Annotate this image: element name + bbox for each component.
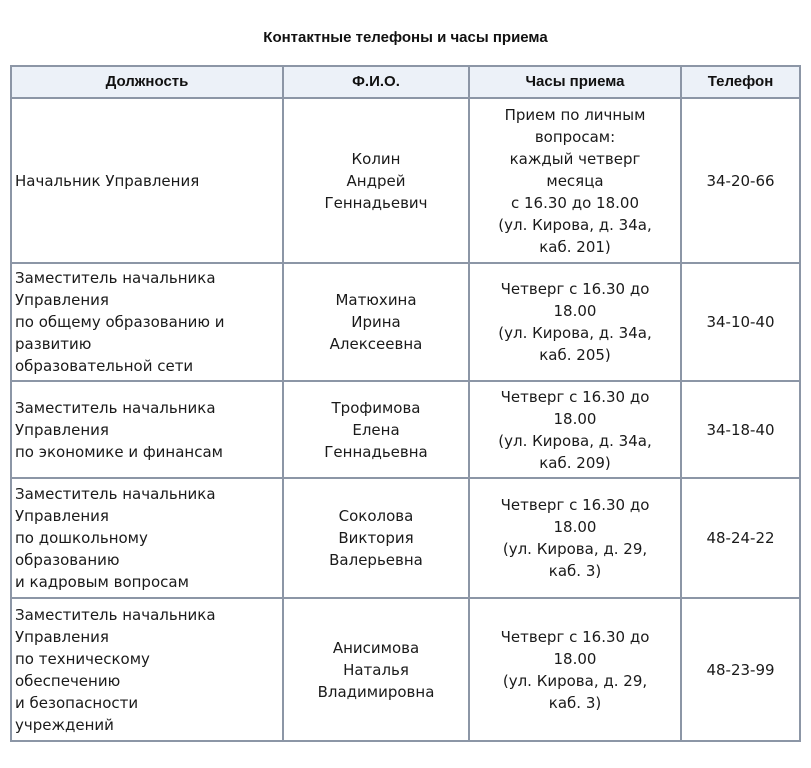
table-header-row	[11, 66, 800, 98]
table-row	[11, 381, 800, 478]
fio-line: Матюхина	[335, 291, 417, 309]
position-line: Управления	[15, 627, 109, 646]
position-cell	[11, 381, 283, 478]
hours-line: месяца	[546, 171, 604, 190]
table-row	[11, 478, 800, 598]
position-line: и безопасности	[15, 693, 139, 712]
hours-cell	[469, 263, 681, 381]
hours-line: (ул. Кирова, д. 34а,	[498, 324, 652, 342]
fio-line: Колин	[351, 149, 401, 168]
fio-line: Ирина	[351, 313, 401, 331]
hours-line: Четверг с 16.30 до	[500, 496, 650, 514]
hours-cell	[469, 381, 681, 478]
hours-line: с 16.30 до 18.00	[511, 193, 639, 212]
fio-cell	[283, 598, 469, 741]
position-line: образованию	[15, 551, 120, 569]
position-line: и кадровым вопросам	[15, 573, 189, 591]
hours-line: (ул. Кирова, д. 34а,	[498, 215, 652, 234]
fio-line: Владимировна	[317, 682, 435, 701]
header-phone: Телефон	[681, 66, 800, 98]
position-line: по техническому	[15, 649, 150, 668]
hours-line: (ул. Кирова, д. 34а,	[498, 431, 652, 450]
hours-line: Четверг с 16.30 до	[500, 387, 650, 406]
fio-cell	[283, 263, 469, 381]
hours-line: каб. 3)	[548, 562, 602, 580]
position-line: Заместитель начальника	[15, 398, 216, 417]
fio-line: Валерьевна	[329, 551, 423, 569]
table-row	[11, 263, 800, 381]
hours-line: (ул. Кирова, д. 29,	[502, 540, 648, 558]
position-line: обеспечению	[15, 671, 121, 690]
position-line: по экономике и финансам	[15, 442, 223, 461]
phone-cell: 48-23-99	[681, 598, 800, 741]
hours-line: вопросам:	[534, 127, 616, 146]
fio-line: Андрей	[346, 171, 406, 190]
fio-line: Анисимова	[332, 638, 420, 657]
hours-line: 18.00	[553, 302, 597, 320]
hours-line: 18.00	[553, 649, 597, 668]
position-cell	[11, 98, 283, 263]
header-hours: Часы приема	[469, 66, 681, 98]
hours-line: каб. 209)	[539, 453, 611, 472]
fio-line: Алексеевна	[329, 335, 423, 353]
table-row	[11, 98, 800, 263]
hours-line: каждый четверг	[509, 149, 641, 168]
hours-line: 18.00	[553, 409, 597, 428]
position-cell	[11, 263, 283, 381]
position-line: Управления	[15, 420, 109, 439]
fio-line: Наталья	[343, 660, 409, 679]
position-line: Заместитель начальника	[15, 485, 216, 503]
hours-line: 18.00	[553, 518, 597, 536]
hours-line: Четверг с 16.30 до	[500, 280, 650, 298]
hours-cell	[469, 98, 681, 263]
position-line: учреждений	[15, 715, 114, 734]
header-fio: Ф.И.О.	[283, 66, 469, 98]
phone-cell: 48-24-22	[681, 478, 800, 598]
position-line: по дошкольному	[15, 529, 148, 547]
phone-cell: 34-10-40	[681, 263, 800, 381]
contacts-table	[10, 65, 801, 742]
hours-line: каб. 201)	[539, 237, 611, 256]
fio-line: Геннадьевич	[324, 193, 428, 212]
hours-cell	[469, 478, 681, 598]
position-line: Заместитель начальника	[15, 269, 216, 287]
position-cell	[11, 478, 283, 598]
page-title: Контактные телефоны и часы приема	[263, 29, 548, 46]
position-line: Управления	[15, 507, 109, 525]
fio-cell	[283, 98, 469, 263]
hours-line: Четверг с 16.30 до	[500, 627, 650, 646]
fio-line: Геннадьевна	[324, 442, 428, 461]
position-line: развитию	[15, 335, 92, 353]
hours-line: каб. 3)	[548, 693, 602, 712]
fio-line: Трофимова	[331, 398, 421, 417]
hours-line: каб. 205)	[539, 346, 611, 364]
hours-line: (ул. Кирова, д. 29,	[502, 671, 648, 690]
position-line: по общему образованию и	[15, 313, 225, 331]
fio-line: Соколова	[338, 507, 414, 525]
position-line: образовательной сети	[15, 357, 194, 375]
position-line: Начальник Управления	[15, 171, 200, 190]
header-position: Должность	[11, 66, 283, 98]
table-row	[11, 598, 800, 741]
position-cell	[11, 598, 283, 741]
hours-cell	[469, 598, 681, 741]
phone-cell: 34-20-66	[681, 98, 800, 263]
position-line: Управления	[15, 291, 109, 309]
phone-cell: 34-18-40	[681, 381, 800, 478]
position-line: Заместитель начальника	[15, 605, 216, 624]
fio-line: Виктория	[338, 529, 414, 547]
fio-line: Елена	[352, 420, 400, 439]
fio-cell	[283, 478, 469, 598]
hours-line: Прием по личным	[504, 105, 646, 124]
fio-cell	[283, 381, 469, 478]
